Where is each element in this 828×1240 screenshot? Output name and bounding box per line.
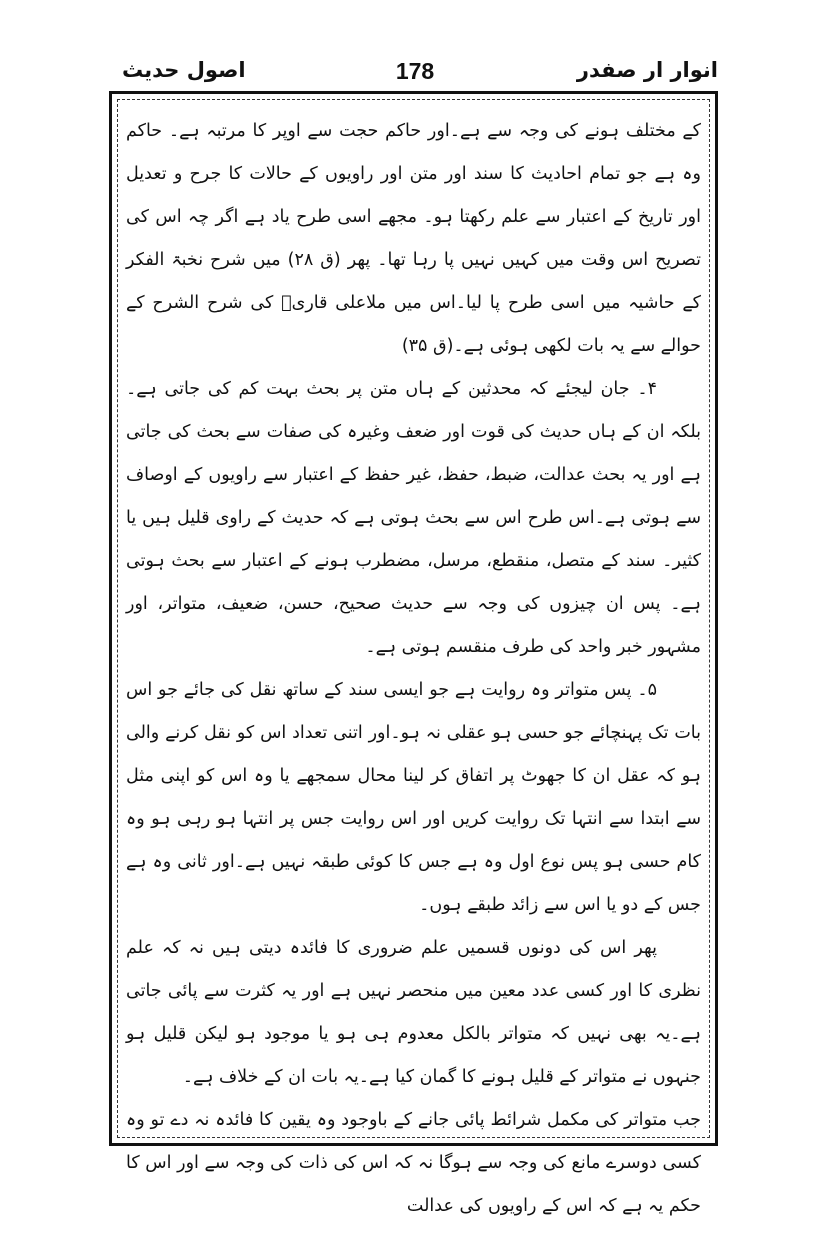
text-area [117, 99, 710, 1216]
running-title: انوار ار صفدر [576, 58, 718, 82]
chapter-title: اصول حدیث [122, 58, 246, 82]
body-text [126, 110, 701, 1228]
paragraph-types-of-mutawatir: پھر اس کی دونوں قسمیں علم ضروری کا فائدہ دیتی ہیں نہ کہ علم نظری کا اور کسی عدد معین میں منحصر نہیں ہے اور یہ کثرت سے پائی جاتی ہے۔یہ بھی نہیں کہ متواتر بالکل معدوم ہی ہو یا موجود ہو لیکن قلیل ہو جنہوں نے متواتر کے قلیل ہونے کا گمان کیا ہے۔یہ بات ان کے خلاف ہے۔ [126, 938, 701, 1087]
paragraph-continuation: کے مختلف ہونے کی وجہ سے ہے۔اور حاکم حجت سے اوپر کا مرتبہ ہے۔ حاکم وہ ہے جو تمام احادیث کا سند اور متن اور راویوں کے حالات کا جرح و تعدیل اور تاریخ کے اعتبار سے علم رکھتا ہو۔ مجھے اسی طرح یاد ہے اگر چہ اس کی تصریح اس وقت میں کہیں نہیں پا رہا تھا۔ پھر (ق ۲۸) میں شرح نخبۃ الفکر کے حاشیہ میں اسی طرح پا لیا۔اس میں ملاعلی قاریؒ کی شرح الشرح کے حوالے سے یہ بات لکھی ہوئی ہے۔(ق ۳۵) [126, 121, 701, 356]
paragraph-conditions: جب متواتر کی مکمل شرائط پائی جانے کے باوجود وہ یقین کا فائدہ نہ دے تو وہ کسی دوسرے مانع کی وجہ سے ہوگا نہ کہ اس کی ذات کی وجہ سے اور اس کا حکم یہ ہے کہ اس کے راویوں کی عدالت [126, 1110, 701, 1216]
paragraph-point-5: ۵۔ پس متواتر وہ روایت ہے جو ایسی سند کے ساتھ نقل کی جائے جو اس بات تک پہنچائے جو حسی ہو عقلی نہ ہو۔اور اتنی تعداد اس کو نقل کرنے والی ہو کہ عقل ان کا جھوٹ پر اتفاق کر لینا محال سمجھے یا وہ اس کو اپنی مثل سے ابتدا سے انتہا تک روایت کریں اور اس روایت جس پر انتہا ہو رہی ہو وہ کام حسی ہو پس نوع اول وہ ہے جس کا کوئی طبقہ نہیں ہے۔اور ثانی وہ ہے جس کے دو یا اس سے زائد طبقے ہوں۔ [126, 680, 701, 915]
page-border-frame [109, 91, 718, 1216]
page-header [112, 58, 718, 88]
paragraph-point-4: ۴۔ جان لیجئے کہ محدثین کے ہاں متن پر بحث بہت کم کی جاتی ہے۔ بلکہ ان کے ہاں حدیث کی قوت اور ضعف وغیرہ کی صفات سے بحث کی جاتی ہے اور یہ بحث عدالت، ضبط، حفظ، غیر حفظ کے اعتبار سے راویوں کے اوصاف سے ہوتی ہے۔اس طرح اس سے بحث ہوتی ہے کہ حدیث کے راوی قلیل ہیں یا کثیر۔ سند کے متصل، منقطع، مرسل، مضطرب ہونے کے اعتبار سے بحث ہوتی ہے۔ پس ان چیزوں کی وجہ سے حدیث صحیح، حسن، ضعیف، متواتر، اور مشہور خبر واحد کی طرف منقسم ہوتی ہے۔ [126, 379, 701, 657]
page-number: 178 [395, 58, 435, 84]
